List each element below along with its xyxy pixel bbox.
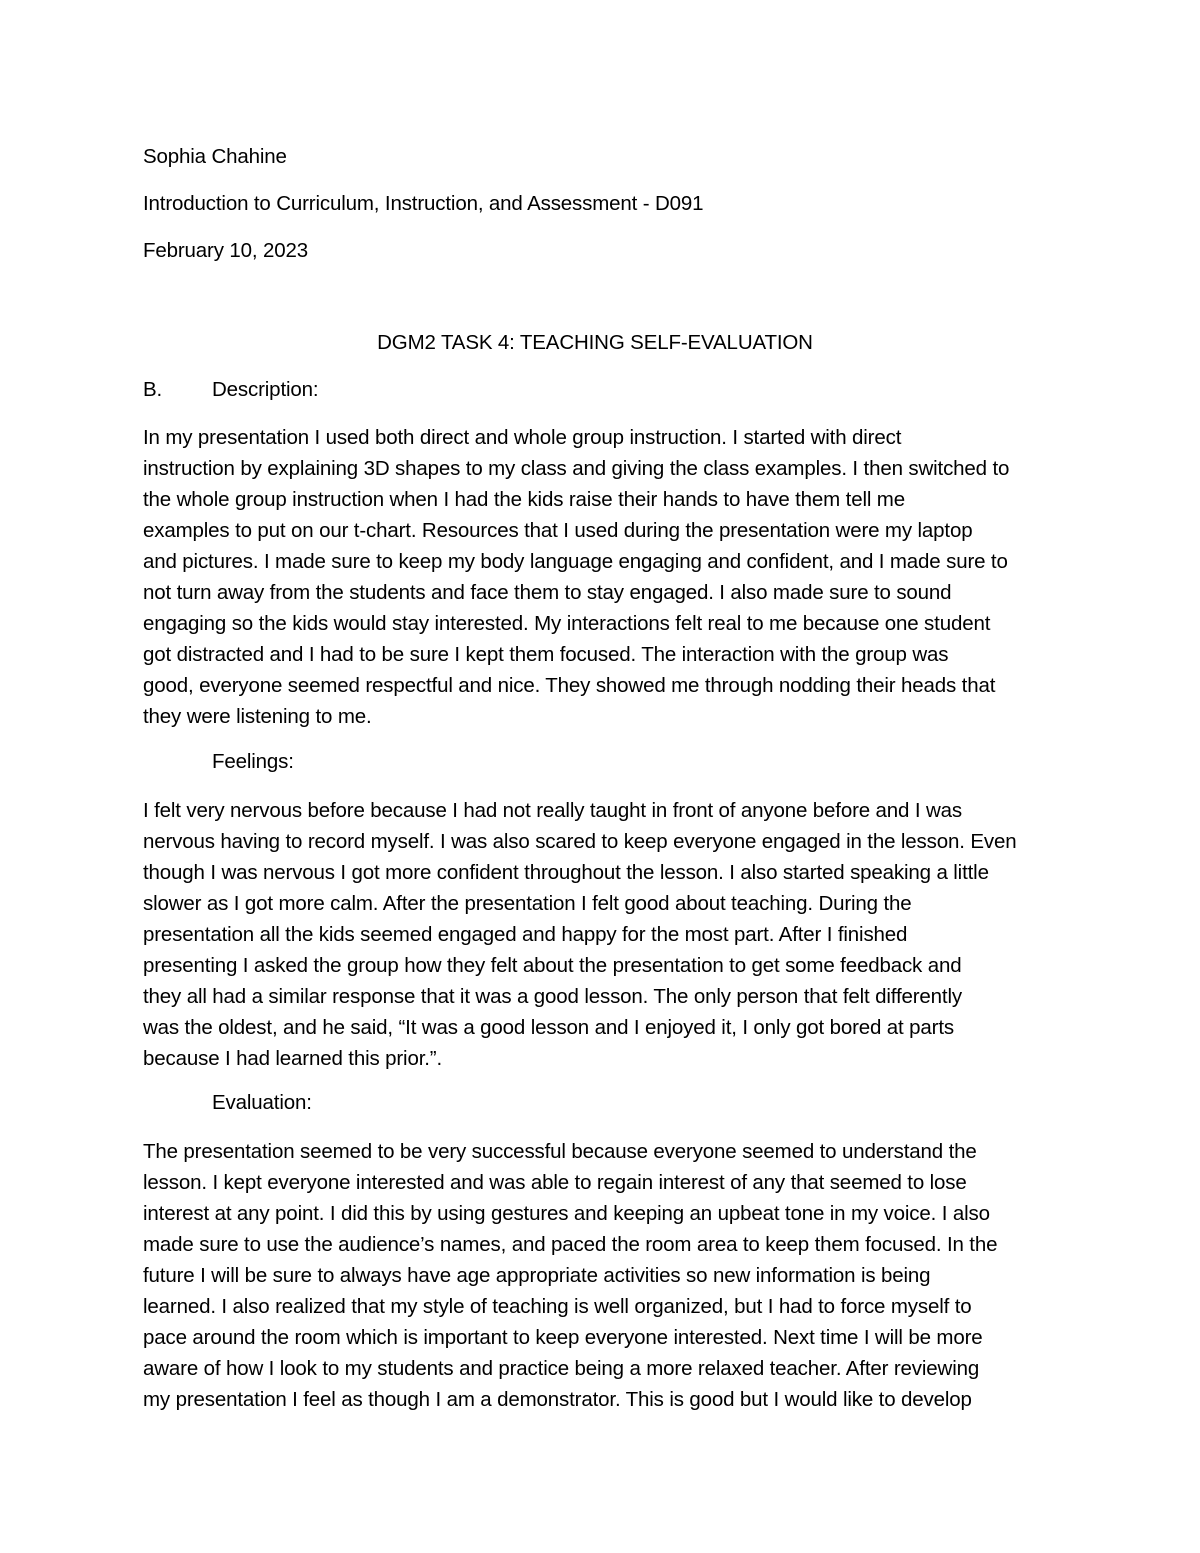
description-heading: Description: [212, 378, 319, 401]
evaluation-line: future I will be sure to always have age appropriate activities so new information is being [143, 1264, 931, 1287]
feelings-line: was the oldest, and he said, “It was a good lesson and I enjoyed it, I only got bored at parts [143, 1016, 954, 1039]
description-line: In my presentation I used both direct and whole group instruction. I started with direct [143, 426, 902, 449]
description-line: examples to put on our t-chart. Resources that I used during the presentation were my laptop [143, 519, 973, 542]
evaluation-line: The presentation seemed to be very successful because everyone seemed to understand the [143, 1140, 977, 1163]
feelings-line: presentation all the kids seemed engaged and happy for the most part. After I finished [143, 923, 908, 946]
feelings-heading: Feelings: [212, 750, 294, 773]
document-title: DGM2 TASK 4: TEACHING SELF-EVALUATION [377, 331, 813, 354]
evaluation-line: lesson. I kept everyone interested and was able to regain interest of any that seemed to lose [143, 1171, 967, 1194]
feelings-line: slower as I got more calm. After the presentation I felt good about teaching. During the [143, 892, 912, 915]
description-line: engaging so the kids would stay interested. My interactions felt real to me because one student [143, 612, 991, 635]
feelings-line: I felt very nervous before because I had not really taught in front of anyone before and I was [143, 799, 962, 822]
feelings-line: presenting I asked the group how they felt about the presentation to get some feedback and [143, 954, 962, 977]
feelings-line: though I was nervous I got more confident throughout the lesson. I also started speaking a little [143, 861, 989, 884]
description-line: not turn away from the students and face them to stay engaged. I also made sure to sound [143, 581, 952, 604]
description-line: they were listening to me. [143, 705, 372, 728]
evaluation-line: my presentation I feel as though I am a demonstrator. This is good but I would like to develop [143, 1388, 972, 1411]
author-name: Sophia Chahine [143, 145, 287, 168]
feelings-line: they all had a similar response that it was a good lesson. The only person that felt differently [143, 985, 962, 1008]
evaluation-line: aware of how I look to my students and practice being a more relaxed teacher. After reviewing [143, 1357, 980, 1380]
description-line: got distracted and I had to be sure I kept them focused. The interaction with the group was [143, 643, 949, 666]
document-date: February 10, 2023 [143, 239, 308, 262]
description-line: the whole group instruction when I had the kids raise their hands to have them tell me [143, 488, 905, 511]
evaluation-paragraph [143, 1136, 1063, 1415]
description-line: instruction by explaining 3D shapes to my class and giving the class examples. I then switched to [143, 457, 1010, 480]
description-line: good, everyone seemed respectful and nice. They showed me through nodding their heads that [143, 674, 996, 697]
evaluation-line: interest at any point. I did this by using gestures and keeping an upbeat tone in my voice. I also [143, 1202, 990, 1225]
feelings-line: because I had learned this prior.”. [143, 1047, 443, 1070]
evaluation-line: pace around the room which is important to keep everyone interested. Next time I will be more [143, 1326, 983, 1349]
feelings-paragraph [143, 795, 1063, 1074]
description-line: and pictures. I made sure to keep my body language engaging and confident, and I made sure to [143, 550, 1008, 573]
course-name: Introduction to Curriculum, Instruction, and Assessment - D091 [143, 192, 704, 215]
feelings-line: nervous having to record myself. I was also scared to keep everyone engaged in the lesson. Even [143, 830, 1017, 853]
evaluation-line: made sure to use the audience’s names, and paced the room area to keep them focused. In the [143, 1233, 998, 1256]
evaluation-line: learned. I also realized that my style of teaching is well organized, but I had to force myself to [143, 1295, 972, 1318]
section-letter: B. [143, 378, 163, 401]
evaluation-heading: Evaluation: [212, 1091, 312, 1114]
description-paragraph [143, 422, 1063, 732]
